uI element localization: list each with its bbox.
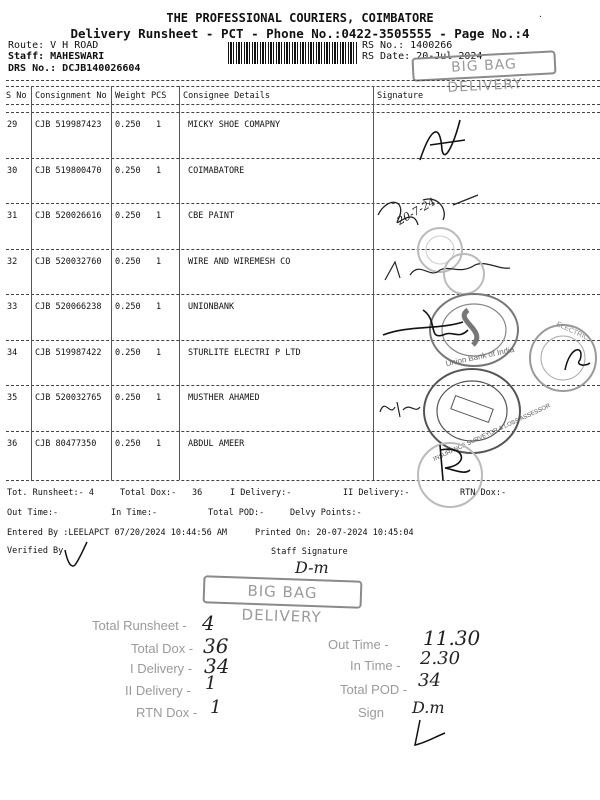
signature-row-35 [375,392,425,422]
barcode [228,42,358,64]
verified-by-signature [60,540,90,570]
column-line [179,86,180,480]
signature-row-36 [425,440,475,485]
insurance-seal-text: INSURANCE SURVEYOR & LOSS ASSESSOR [432,403,552,463]
total-dox-label: Total Dox:- [120,488,177,498]
total-dox-value: 36 [192,488,203,498]
ii-delivery: II Delivery:- [343,488,410,498]
col-header-sno: S No [6,91,27,101]
row-consignee: ABDUL AMEER [188,439,245,449]
report-title: THE PROFESSIONAL COURIERS, COIMBATORE [166,11,434,25]
hw-value-total-dox: 36 [203,634,229,658]
route: Route: V H ROAD [8,40,99,51]
row-weight: 0.250 [115,211,141,221]
row-consignee: UNIONBANK [188,302,235,312]
hw-label-in-time: In Time - [350,658,401,673]
row-weight: 0.250 [115,393,141,403]
hw-value-rtn-dox: 1 [210,697,222,718]
hw-label-ii-delivery: II Delivery - [125,683,191,698]
hw-value-total-pod: 34 [418,670,441,691]
row-pcs: 1 [156,166,162,176]
row-sno: 35 [7,393,18,403]
hw-label-out-time: Out Time - [328,637,389,652]
hw-label-total-pod: Total POD - [340,682,408,697]
tot-runsheet: Tot. Runsheet:- 4 [7,488,94,498]
staff-signature-hand: D-m [295,558,329,577]
row-weight: 0.250 [115,302,141,312]
rtn-dox: RTN Dox:- [460,488,507,498]
divider [6,480,600,481]
column-line [111,86,112,480]
row-consignee: WIRE AND WIREMESH CO [188,257,291,267]
hw-label-total-runsheet: Total Runsheet - [92,618,187,633]
scan-mark: · [538,12,543,21]
row-consignment: CJB 520032765 [35,393,102,403]
divider [6,112,600,113]
hw-value-sign: D.m [412,698,445,717]
row-consignment: CJB 519987423 [35,120,102,130]
i-delivery: I Delivery:- [230,488,292,498]
col-header-pcs: PCS [151,91,167,101]
hw-label-total-dox: Total Dox - [131,641,194,656]
row-consignment: CJB 520026616 [35,211,102,221]
big-bag-delivery-stamp: BIG BAG DELIVERY [411,50,556,82]
rs-number: RS No.: 1400266 [362,40,453,51]
col-header-consignment: Consignment No [35,91,107,101]
staff: Staff: MAHESWARI [8,51,105,62]
col-header-signature: Signature [377,91,424,101]
row-consignment: CJB 519800470 [35,166,102,176]
row-sno: 29 [7,120,18,130]
hw-value-in-time: 2.30 [420,648,461,669]
row-consignee: STURLITE ELECTRI P LTD [188,348,301,358]
col-header-consignee: Consignee Details [183,91,270,101]
rs-date: RS Date: 20-Jul-2024 [362,51,483,62]
col-header-weight: Weight [115,91,146,101]
verified-by: Verified By [7,546,64,556]
row-weight: 0.250 [115,120,141,130]
row-consignee: MICKY SHOE COMAPNY [188,120,281,130]
row-pcs: 1 [156,211,162,221]
row-sno: 30 [7,166,18,176]
signature-row-34 [555,335,595,375]
row30-handwritten-date: 20-7-24 [394,195,438,228]
report-subtitle: Delivery Runsheet - PCT - Phone No.:0422-3505555 - Page No.:4 [70,26,530,41]
big-bag-delivery-stamp-2: BIG BAG DELIVERY [203,575,363,609]
signature-row-33 [378,300,498,350]
electric-seal-text: ELECTRIC [555,321,590,342]
signature-row-29 [400,110,480,170]
drs-number: DRS No.: DCJB140026604 [8,63,141,74]
divider [6,104,600,105]
delvy-points: Delvy Points:- [290,508,362,518]
row-sno: 34 [7,348,18,358]
row-pcs: 1 [156,257,162,267]
column-line [31,86,32,480]
hw-value-total-runsheet: 4 [202,611,215,635]
row-consignment: CJB 520066238 [35,302,102,312]
row-consignee: COIMABATORE [188,166,245,176]
hw-label-i-delivery: I Delivery - [130,661,193,676]
divider [6,86,600,87]
row-consignee: CBE PAINT [188,211,235,221]
bank-seal-text: Union Bank of India [444,344,516,369]
divider [6,203,600,204]
row-weight: 0.250 [115,166,141,176]
column-line [373,86,374,480]
hw-label-sign: Sign [358,705,385,720]
total-pod: Total POD:- [208,508,265,518]
in-time: In Time:- [111,508,158,518]
row-sno: 33 [7,302,18,312]
row-pcs: 1 [156,348,162,358]
row-weight: 0.250 [115,439,141,449]
row-consignment: CJB 520032760 [35,257,102,267]
row-pcs: 1 [156,393,162,403]
staff-signature-label: Staff Signature [271,547,348,557]
row-weight: 0.250 [115,348,141,358]
hw-value-ii-delivery: 1 [205,673,217,694]
entered-by: Entered By :LEELAPCT 07/20/2024 10:44:56 AM [7,528,228,538]
hw-value-i-delivery: 34 [204,654,230,678]
divider [6,158,600,159]
row-sno: 31 [7,211,18,221]
row-pcs: 1 [156,120,162,130]
divider [6,80,600,81]
out-time: Out Time:- [7,508,59,518]
row-consignee: MUSTHER AHAMED [188,393,260,403]
row-pcs: 1 [156,439,162,449]
row-sno: 32 [7,257,18,267]
hw-value-out-time: 11.30 [423,626,481,650]
row-sno: 36 [7,439,18,449]
hw-label-rtn-dox: RTN Dox - [136,705,198,720]
final-signature [380,715,450,755]
row-consignment: CJB 80477350 [35,439,97,449]
printed-on: Printed On: 20-07-2024 10:45:04 [255,528,414,538]
row-weight: 0.250 [115,257,141,267]
row-pcs: 1 [156,302,162,312]
row-consignment: CJB 519987422 [35,348,102,358]
